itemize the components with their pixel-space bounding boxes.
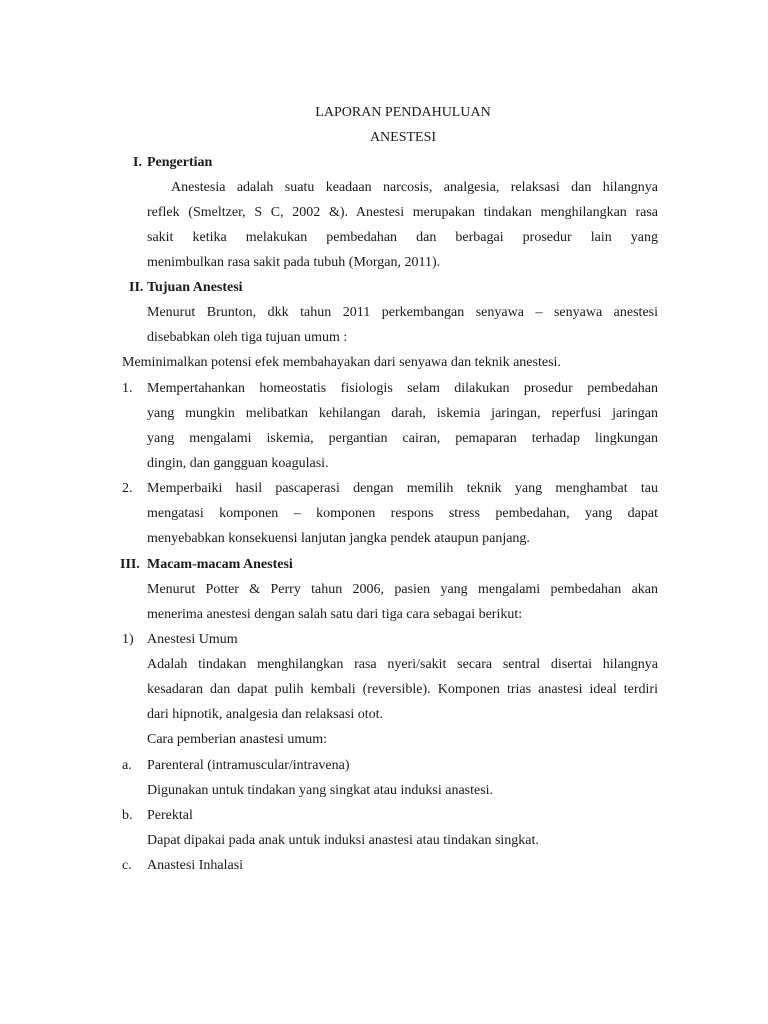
section-2-line: Menurut Brunton, dkk tahun 2011 perkembangan senyawa – senyawa anestesi [147,305,658,320]
list-item-line: yang mungkin melibatkan kehilangan darah, iskemia jaringan, reperfusi jaringan [147,406,658,421]
section-3-number: III. [120,557,140,572]
sub-item-line: kesadaran dan dapat pulih kembali (reversible). Komponen trias anastesi ideal terdiri [147,682,658,697]
section-2-heading: Tujuan Anestesi [147,280,243,295]
section-2-line: disebabkan oleh tiga tujuan umum : [147,330,348,345]
sub-item-line: Cara pemberian anastesi umum: [147,732,327,747]
list-item-number: 2. [122,481,133,496]
section-3-heading: Macam-macam Anestesi [147,557,293,572]
section-1-line: reflek (Smeltzer, S C, 2002 &). Anestesi merupakan tindakan menghilangkan rasa [147,205,658,220]
list-item-number: 1. [122,381,133,396]
section-3-line: menerima anestesi dengan salah satu dari tiga cara sebagai berikut: [147,607,523,622]
list-item-line: Memperbaiki hasil pascaperasi dengan memilih teknik yang menghambat tau [147,481,658,496]
sub-item-line: dari hipnotik, analgesia dan relaksasi otot. [147,707,383,722]
letter-item-desc: Dapat dipakai pada anak untuk induksi anastesi atau tindakan singkat. [147,833,539,848]
letter-item-marker: a. [122,758,132,773]
letter-item-marker: b. [122,808,133,823]
letter-item-heading: Parenteral (intramuscular/intravena) [147,758,350,773]
section-1-line: Anestesia adalah suatu keadaan narcosis, analgesia, relaksasi dan hilangnya [171,180,658,195]
section-2-lead: Meminimalkan potensi efek membahayakan dari senyawa dan teknik anestesi. [122,355,561,370]
sub-item-number: 1) [122,632,134,647]
section-1-heading: Pengertian [147,155,213,170]
section-3-line: Menurut Potter & Perry tahun 2006, pasien yang mengalami pembedahan akan [147,582,658,597]
sub-item-heading: Anestesi Umum [147,632,238,647]
letter-item-marker: c. [122,858,132,873]
letter-item-heading: Anastesi Inhalasi [147,858,244,873]
list-item-line: yang mengalami iskemia, pergantian cairan, pemaparan terhadap lingkungan [147,431,658,446]
section-1-line: menimbulkan rasa sakit pada tubuh (Morgan, 2011). [147,255,441,270]
list-item-line: menyebabkan konsekuensi lanjutan jangka pendek ataupun panjang. [147,531,530,546]
sub-item-line: Adalah tindakan menghilangkan rasa nyeri/sakit secara sentral disertai hilangnya [147,657,658,672]
list-item-line: Mempertahankan homeostatis fisiologis selam dilakukan prosedur pembedahan [147,381,658,396]
section-2-number: II. [129,280,144,295]
section-1-line: sakit ketika melakukan pembedahan dan berbagai prosedur lain yang [147,230,658,245]
document-title: LAPORAN PENDAHULUAN [315,105,491,120]
document-subtitle: ANESTESI [369,130,437,145]
letter-item-desc: Digunakan untuk tindakan yang singkat atau induksi anastesi. [147,783,494,798]
list-item-line: dingin, dan gangguan koagulasi. [147,456,329,471]
section-1-number: I. [133,155,142,170]
list-item-line: mengatasi komponen – komponen respons stress pembedahan, yang dapat [147,506,658,521]
letter-item-heading: Perektal [147,808,193,823]
